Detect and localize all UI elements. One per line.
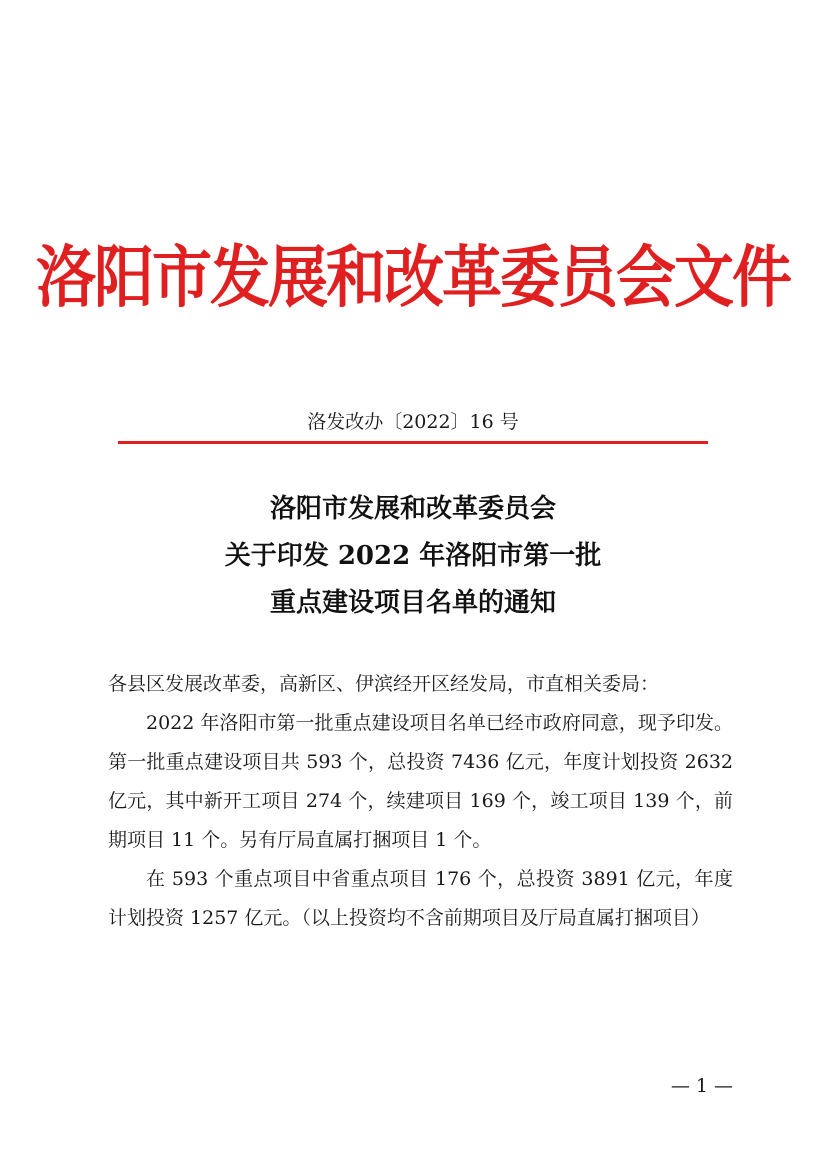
title-line-3: 重点建设项目名单的通知 (269, 588, 556, 618)
body-paragraph-2: 在 593 个重点项目中省重点项目 176 个，总投资 3891 亿元，年度计划投资 1257 亿元。（以上投资均不含前期项目及厅局直属打捆项目） (108, 868, 733, 929)
body-paragraph-1: 2022 年洛阳市第一批重点建设项目名单已经市政府同意，现予印发。第一批重点建设项目共 593 个，总投资 7436 亿元，年度计划投资 2632 亿元，其中新开工项目 274 个，续建项目 169 个，竣工项目 139 个，前期项目 11 个。另有厅局直属打捆项目 1 个。 (108, 712, 733, 851)
title-line-1: 洛阳市发展和改革委员会 (269, 494, 556, 524)
page-number: — 1 — (670, 1075, 733, 1097)
document-title (0, 486, 826, 627)
document-number: 洛发改办〔2022〕16 号 (307, 411, 519, 433)
document-body (108, 665, 733, 938)
red-divider-rule (118, 441, 708, 444)
title-line-2: 关于印发 2022 年洛阳市第一批 (224, 541, 602, 571)
org-header-title: 洛阳市发展和改革委员会文件 (36, 238, 790, 318)
salutation: 各县区发展改革委，高新区、伊滨经开区经发局，市直相关委局： (108, 673, 660, 695)
